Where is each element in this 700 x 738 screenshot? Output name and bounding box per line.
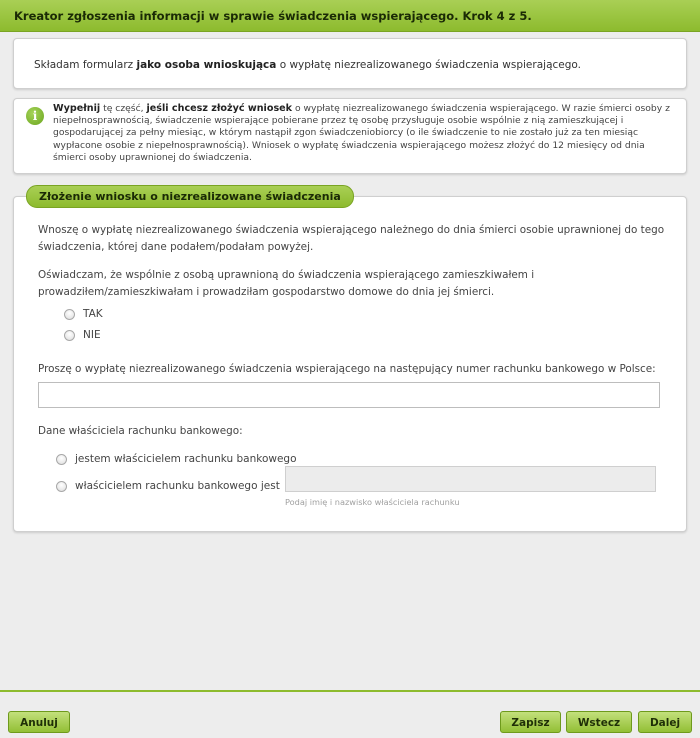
bank-account-label: Proszę o wypłatę niezrealizowanego świadczenia wspierającego na następujący numer rachunku bankowego w Polsce: <box>38 363 656 375</box>
statement-prefix: Składam formularz <box>34 59 137 71</box>
statement-bold: jako osoba wnioskująca <box>136 59 277 71</box>
radio-option-owner-other[interactable] <box>56 480 280 492</box>
header-bar <box>0 0 700 32</box>
save-button[interactable]: Zapisz <box>500 711 561 733</box>
info-icon: i <box>26 107 44 125</box>
statement-suffix: o wypłatę niezrealizowanego świadczenia wspierającego. <box>276 59 581 71</box>
info-bold-2: jeśli chcesz złożyć wniosek <box>146 103 293 114</box>
main-area <box>0 32 700 690</box>
cancel-button[interactable]: Anuluj <box>8 711 70 733</box>
info-text <box>53 103 673 164</box>
radio-tak[interactable] <box>64 309 75 320</box>
radio-nie[interactable] <box>64 330 75 341</box>
info-text-1: tę część, <box>100 103 147 114</box>
owner-label: Dane właściciela rachunku bankowego: <box>38 425 243 437</box>
declaration-paragraph: Oświadczam, że wspólnie z osobą uprawnioną do świadczenia wspierającego zamieszkiwałem i prowadziłem/zamieszkiwałam i prowadziłam gospodarstwo domowe do dnia jej śmierci. <box>38 269 535 298</box>
radio-owner-self[interactable] <box>56 454 67 465</box>
info-bold-1: Wypełnij <box>53 103 101 114</box>
footer-bar <box>0 692 700 738</box>
form-panel <box>13 190 687 532</box>
radio-nie-label: NIE <box>83 329 101 341</box>
radio-option-owner-self[interactable] <box>56 453 297 465</box>
bank-account-input[interactable] <box>38 382 660 408</box>
info-text-2: o wypłatę niezrealizowanego świadczenia wspierającego. W razie śmierci osoby z niepełnosprawnością, świadczenie wspierające pobierane przez tę osobę przysługuje osobie wspólnie z nią zamieszkującej i gospodarującej za pełny miesiąc, w którym nastąpił zgon świadczeniobiorcy (o ile świadczenie to nie zostało już za ten miesiąc wypłacone osobie z niepełnosprawnością). Wniosek o wypłatę świadczenia wspierającego możesz złożyć do 12 miesięcy od dnia śmierci osoby uprawnionej do świadczenia. <box>53 103 670 163</box>
radio-tak-label: TAK <box>83 308 103 320</box>
radio-option-nie[interactable] <box>64 329 101 341</box>
owner-name-hint: Podaj imię i nazwisko właściciela rachunku <box>285 497 460 507</box>
radio-option-tak[interactable] <box>64 308 103 320</box>
radio-owner-other[interactable] <box>56 481 67 492</box>
owner-name-input[interactable] <box>285 466 656 492</box>
page-title: Kreator zgłoszenia informacji w sprawie świadczenia wspierającego. Krok 4 z 5. <box>14 9 532 23</box>
statement-text <box>34 59 581 71</box>
radio-owner-self-label: jestem właścicielem rachunku bankowego <box>75 453 297 465</box>
next-button[interactable]: Dalej <box>638 711 692 733</box>
statement-panel <box>13 38 687 89</box>
info-panel <box>13 98 687 174</box>
request-paragraph: Wnoszę o wypłatę niezrealizowanego świadczenia wspierającego należnego do dnia śmierci osobie uprawnionej do tego świadczenia, której dane podałem/podałam powyżej. <box>38 224 665 253</box>
back-button[interactable]: Wstecz <box>566 711 632 733</box>
section-legend: Złożenie wniosku o niezrealizowane świadczenia <box>26 185 354 208</box>
radio-owner-other-label: właścicielem rachunku bankowego jest <box>75 480 280 492</box>
